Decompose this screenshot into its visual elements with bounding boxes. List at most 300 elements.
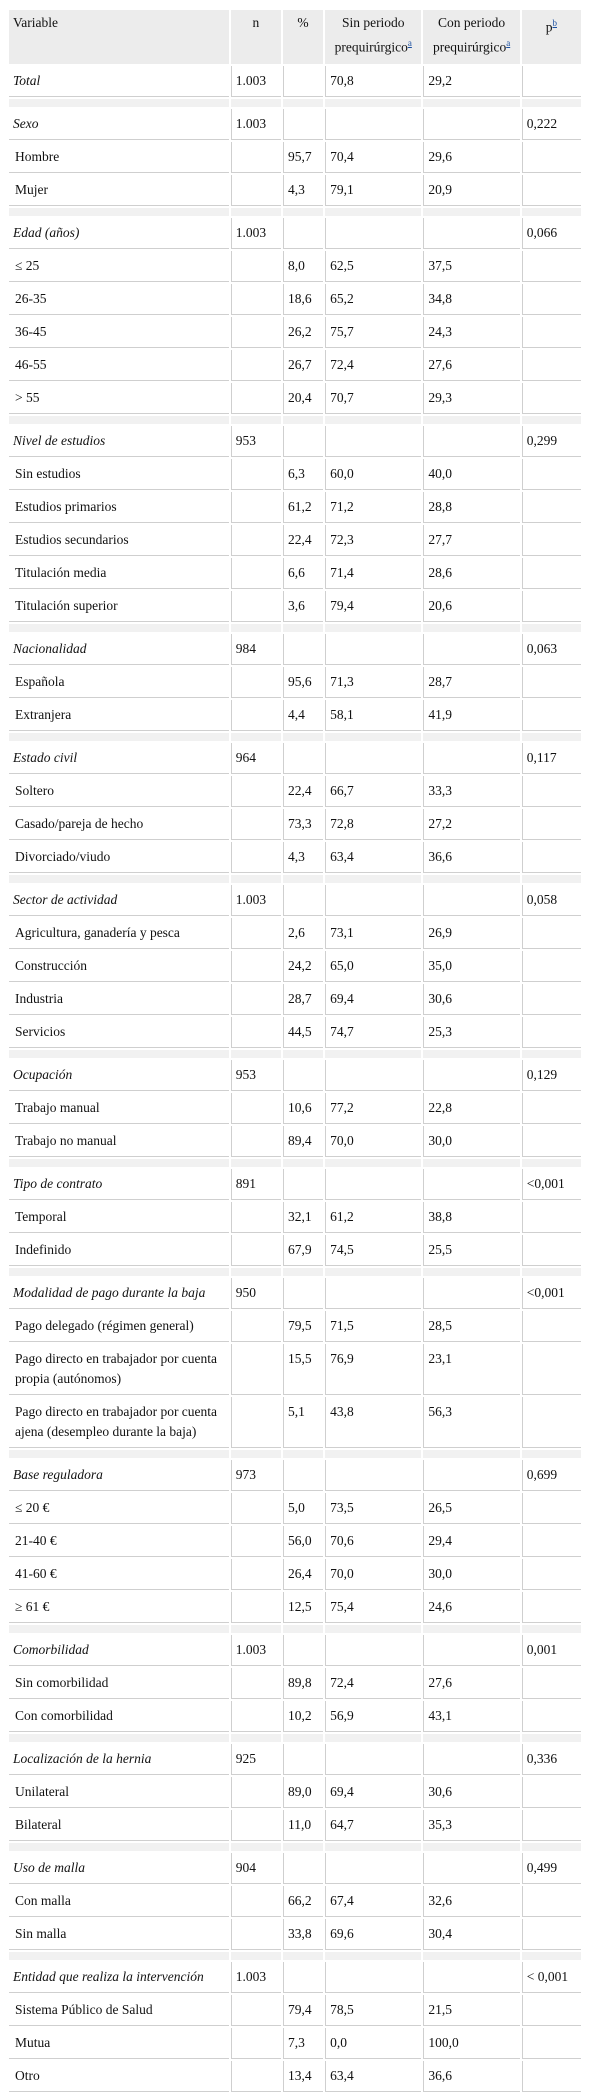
cell-variable: Agricultura, ganadería y pesca bbox=[9, 918, 229, 949]
spacer-cell bbox=[423, 1268, 519, 1276]
cell-variable: ≤ 20 € bbox=[9, 1493, 229, 1524]
cell-n bbox=[231, 383, 281, 414]
cell-n: 984 bbox=[231, 634, 281, 665]
cell-pct: 12,5 bbox=[283, 1592, 323, 1623]
cell-con-periodo: 35,3 bbox=[423, 1810, 519, 1841]
spacer-cell bbox=[522, 1050, 581, 1058]
cell-n bbox=[231, 1701, 281, 1732]
cell-variable: Construcción bbox=[9, 951, 229, 982]
cell-variable: Industria bbox=[9, 984, 229, 1015]
cell-con-periodo bbox=[423, 634, 519, 665]
cell-n bbox=[231, 1235, 281, 1266]
group-row bbox=[9, 1169, 581, 1200]
cell-n: 891 bbox=[231, 1169, 281, 1200]
table-row bbox=[9, 700, 581, 731]
cell-sin-periodo bbox=[325, 1169, 421, 1200]
cell-variable: Pago directo en trabajador por cuenta ajena (desempleo durante la baja) bbox=[9, 1397, 229, 1448]
spacer-row bbox=[9, 208, 581, 216]
cell-variable: Unilateral bbox=[9, 1777, 229, 1808]
cell-con-periodo: 100,0 bbox=[423, 2028, 519, 2059]
cell-n bbox=[231, 2028, 281, 2059]
cell-pct: 26,7 bbox=[283, 350, 323, 381]
cell-pct: 24,2 bbox=[283, 951, 323, 982]
cell-variable: Sin malla bbox=[9, 1919, 229, 1950]
spacer-cell bbox=[423, 416, 519, 424]
cell-p bbox=[522, 918, 581, 949]
cell-variable: Modalidad de pago durante la baja bbox=[9, 1278, 229, 1309]
cell-variable: Mutua bbox=[9, 2028, 229, 2059]
group-row bbox=[9, 1278, 581, 1309]
cell-pct: 79,4 bbox=[283, 1995, 323, 2026]
spacer-cell bbox=[325, 1268, 421, 1276]
cell-p bbox=[522, 1526, 581, 1557]
cell-sin-periodo: 75,4 bbox=[325, 1592, 421, 1623]
cell-con-periodo: 38,8 bbox=[423, 1202, 519, 1233]
cell-pct bbox=[283, 1962, 323, 1993]
cell-pct: 73,3 bbox=[283, 809, 323, 840]
cell-con-periodo: 29,2 bbox=[423, 66, 519, 97]
cell-variable: Titulación media bbox=[9, 558, 229, 589]
cell-p bbox=[522, 1093, 581, 1124]
cell-con-periodo: 27,6 bbox=[423, 350, 519, 381]
table-row bbox=[9, 284, 581, 315]
table-row bbox=[9, 1886, 581, 1917]
cell-variable: Trabajo manual bbox=[9, 1093, 229, 1124]
cell-n: 973 bbox=[231, 1460, 281, 1491]
cell-variable: Nivel de estudios bbox=[9, 426, 229, 457]
cell-n bbox=[231, 284, 281, 315]
cell-n bbox=[231, 2061, 281, 2092]
table-row bbox=[9, 842, 581, 873]
cell-con-periodo: 30,0 bbox=[423, 1126, 519, 1157]
cell-variable: Otro bbox=[9, 2061, 229, 2092]
total-row bbox=[9, 66, 581, 97]
table-row bbox=[9, 1701, 581, 1732]
cell-n bbox=[231, 251, 281, 282]
footnote-b-link[interactable]: b bbox=[552, 18, 557, 28]
cell-variable: Servicios bbox=[9, 1017, 229, 1048]
cell-variable: Indefinido bbox=[9, 1235, 229, 1266]
cell-pct: 56,0 bbox=[283, 1526, 323, 1557]
spacer-cell bbox=[522, 1734, 581, 1742]
cell-con-periodo: 35,0 bbox=[423, 951, 519, 982]
cell-sin-periodo: 71,3 bbox=[325, 667, 421, 698]
spacer-cell bbox=[522, 624, 581, 632]
spacer-cell bbox=[325, 1450, 421, 1458]
cell-p bbox=[522, 2061, 581, 2092]
spacer-cell bbox=[522, 1625, 581, 1633]
cell-sin-periodo bbox=[325, 1744, 421, 1775]
spacer-cell bbox=[325, 733, 421, 741]
table-row bbox=[9, 1397, 581, 1448]
cell-pct: 61,2 bbox=[283, 492, 323, 523]
cell-p bbox=[522, 317, 581, 348]
cell-n bbox=[231, 809, 281, 840]
table-row bbox=[9, 1493, 581, 1524]
cell-sin-periodo bbox=[325, 634, 421, 665]
cell-n bbox=[231, 525, 281, 556]
cell-con-periodo: 56,3 bbox=[423, 1397, 519, 1448]
group-row bbox=[9, 1460, 581, 1491]
cell-con-periodo bbox=[423, 426, 519, 457]
spacer-cell bbox=[423, 1734, 519, 1742]
group-row bbox=[9, 743, 581, 774]
cell-p: 0,222 bbox=[522, 109, 581, 140]
spacer-row bbox=[9, 1268, 581, 1276]
cell-n: 1.003 bbox=[231, 66, 281, 97]
cell-pct bbox=[283, 885, 323, 916]
spacer-cell bbox=[423, 1159, 519, 1167]
cell-n: 904 bbox=[231, 1853, 281, 1884]
cell-con-periodo: 29,3 bbox=[423, 383, 519, 414]
cell-p bbox=[522, 66, 581, 97]
spacer-cell bbox=[423, 1050, 519, 1058]
cell-pct: 89,0 bbox=[283, 1777, 323, 1808]
table-row bbox=[9, 1126, 581, 1157]
cell-variable: ≥ 61 € bbox=[9, 1592, 229, 1623]
cell-sin-periodo: 75,7 bbox=[325, 317, 421, 348]
spacer-cell bbox=[9, 1625, 229, 1633]
spacer-cell bbox=[325, 1952, 421, 1960]
spacer-cell bbox=[423, 1625, 519, 1633]
spacer-cell bbox=[283, 1159, 323, 1167]
cell-con-periodo bbox=[423, 743, 519, 774]
spacer-cell bbox=[522, 1450, 581, 1458]
cell-variable: Trabajo no manual bbox=[9, 1126, 229, 1157]
group-row bbox=[9, 1853, 581, 1884]
cell-variable: Estado civil bbox=[9, 743, 229, 774]
spacer-cell bbox=[325, 624, 421, 632]
cell-n bbox=[231, 1886, 281, 1917]
cell-pct bbox=[283, 1460, 323, 1491]
spacer-cell bbox=[9, 1159, 229, 1167]
cell-n: 1.003 bbox=[231, 885, 281, 916]
cell-pct: 22,4 bbox=[283, 525, 323, 556]
cell-con-periodo: 22,8 bbox=[423, 1093, 519, 1124]
cell-n bbox=[231, 918, 281, 949]
table-row bbox=[9, 317, 581, 348]
cell-p bbox=[522, 1235, 581, 1266]
cell-variable: Tipo de contrato bbox=[9, 1169, 229, 1200]
cell-con-periodo: 40,0 bbox=[423, 459, 519, 490]
footnote-a-link[interactable]: a bbox=[407, 38, 412, 48]
cell-n: 1.003 bbox=[231, 1635, 281, 1666]
cell-pct: 22,4 bbox=[283, 776, 323, 807]
cell-n bbox=[231, 1311, 281, 1342]
cell-con-periodo: 27,6 bbox=[423, 1668, 519, 1699]
cell-sin-periodo: 77,2 bbox=[325, 1093, 421, 1124]
spacer-cell bbox=[522, 733, 581, 741]
cell-variable: Sexo bbox=[9, 109, 229, 140]
cell-pct: 4,3 bbox=[283, 842, 323, 873]
cell-pct bbox=[283, 1744, 323, 1775]
cell-pct: 8,0 bbox=[283, 251, 323, 282]
cell-pct: 10,6 bbox=[283, 1093, 323, 1124]
cell-n bbox=[231, 667, 281, 698]
cell-n bbox=[231, 1592, 281, 1623]
spacer-cell bbox=[283, 416, 323, 424]
cell-pct: 89,4 bbox=[283, 1126, 323, 1157]
cell-p: 0,058 bbox=[522, 885, 581, 916]
cell-variable: Pago directo en trabajador por cuenta propia (autónomos) bbox=[9, 1344, 229, 1395]
group-row bbox=[9, 1635, 581, 1666]
spacer-row bbox=[9, 875, 581, 883]
spacer-cell bbox=[423, 624, 519, 632]
cell-n bbox=[231, 317, 281, 348]
cell-pct bbox=[283, 109, 323, 140]
cell-variable: Total bbox=[9, 66, 229, 97]
cell-sin-periodo: 63,4 bbox=[325, 2061, 421, 2092]
cell-pct: 6,3 bbox=[283, 459, 323, 490]
cell-con-periodo: 30,0 bbox=[423, 1559, 519, 1590]
group-row bbox=[9, 1744, 581, 1775]
spacer-cell bbox=[522, 1952, 581, 1960]
group-row bbox=[9, 1962, 581, 1993]
spacer-cell bbox=[231, 1952, 281, 1960]
group-row bbox=[9, 426, 581, 457]
cell-sin-periodo: 71,2 bbox=[325, 492, 421, 523]
cell-n bbox=[231, 350, 281, 381]
cell-variable: Mujer bbox=[9, 175, 229, 206]
cell-pct bbox=[283, 1060, 323, 1091]
header-p-label: p bbox=[545, 19, 553, 35]
table-row bbox=[9, 1668, 581, 1699]
cell-p bbox=[522, 1592, 581, 1623]
cell-con-periodo: 20,6 bbox=[423, 591, 519, 622]
spacer-cell bbox=[231, 624, 281, 632]
spacer-cell bbox=[283, 99, 323, 107]
cell-variable: 21-40 € bbox=[9, 1526, 229, 1557]
spacer-cell bbox=[9, 624, 229, 632]
cell-p bbox=[522, 809, 581, 840]
cell-variable: Ocupación bbox=[9, 1060, 229, 1091]
cell-p bbox=[522, 1311, 581, 1342]
spacer-row bbox=[9, 1952, 581, 1960]
cell-sin-periodo: 79,1 bbox=[325, 175, 421, 206]
cell-con-periodo: 28,6 bbox=[423, 558, 519, 589]
cell-con-periodo: 32,6 bbox=[423, 1886, 519, 1917]
cell-n bbox=[231, 1397, 281, 1448]
cell-p bbox=[522, 383, 581, 414]
cell-p bbox=[522, 459, 581, 490]
cell-pct: 10,2 bbox=[283, 1701, 323, 1732]
cell-sin-periodo: 58,1 bbox=[325, 700, 421, 731]
cell-variable: Estudios secundarios bbox=[9, 525, 229, 556]
cell-con-periodo: 30,6 bbox=[423, 984, 519, 1015]
header-sin-periodo bbox=[325, 10, 421, 64]
cell-variable: Sin comorbilidad bbox=[9, 1668, 229, 1699]
spacer-cell bbox=[9, 875, 229, 883]
cell-variable: Sector de actividad bbox=[9, 885, 229, 916]
cell-sin-periodo: 60,0 bbox=[325, 459, 421, 490]
spacer-row bbox=[9, 1734, 581, 1742]
spacer-cell bbox=[9, 99, 229, 107]
spacer-cell bbox=[423, 208, 519, 216]
table-row bbox=[9, 1235, 581, 1266]
spacer-cell bbox=[325, 1050, 421, 1058]
cell-pct: 18,6 bbox=[283, 284, 323, 315]
spacer-cell bbox=[522, 1843, 581, 1851]
cell-n bbox=[231, 558, 281, 589]
group-row bbox=[9, 1060, 581, 1091]
table-row bbox=[9, 1093, 581, 1124]
header-con-periodo-label: Con periodo prequirúrgico bbox=[432, 15, 507, 55]
spacer-cell bbox=[522, 416, 581, 424]
cell-variable: Temporal bbox=[9, 1202, 229, 1233]
cell-variable: Con malla bbox=[9, 1886, 229, 1917]
cell-p bbox=[522, 1886, 581, 1917]
cell-sin-periodo: 72,4 bbox=[325, 350, 421, 381]
cell-con-periodo: 30,6 bbox=[423, 1777, 519, 1808]
cell-p bbox=[522, 1810, 581, 1841]
cell-variable: Hombre bbox=[9, 142, 229, 173]
cell-pct: 5,0 bbox=[283, 1493, 323, 1524]
cell-pct: 26,2 bbox=[283, 317, 323, 348]
cell-pct: 13,4 bbox=[283, 2061, 323, 2092]
cell-pct: 7,3 bbox=[283, 2028, 323, 2059]
cell-pct: 4,4 bbox=[283, 700, 323, 731]
cell-variable: Soltero bbox=[9, 776, 229, 807]
spacer-cell bbox=[325, 875, 421, 883]
header-variable: Variable bbox=[9, 10, 229, 64]
cell-variable: 36-45 bbox=[9, 317, 229, 348]
table-row bbox=[9, 918, 581, 949]
spacer-row bbox=[9, 1625, 581, 1633]
cell-variable: Bilateral bbox=[9, 1810, 229, 1841]
table-row bbox=[9, 1017, 581, 1048]
table-row bbox=[9, 459, 581, 490]
cell-n bbox=[231, 1995, 281, 2026]
cell-n bbox=[231, 1493, 281, 1524]
cell-variable: Titulación superior bbox=[9, 591, 229, 622]
cell-pct: 66,2 bbox=[283, 1886, 323, 1917]
table-row bbox=[9, 2061, 581, 2092]
spacer-cell bbox=[325, 1734, 421, 1742]
cell-n bbox=[231, 984, 281, 1015]
table-row bbox=[9, 1777, 581, 1808]
cell-p bbox=[522, 558, 581, 589]
table-body bbox=[9, 66, 581, 2092]
cell-n bbox=[231, 1202, 281, 1233]
cell-n bbox=[231, 1559, 281, 1590]
cell-variable: Divorciado/viudo bbox=[9, 842, 229, 873]
cell-sin-periodo: 69,4 bbox=[325, 984, 421, 1015]
cell-n bbox=[231, 1017, 281, 1048]
cell-p bbox=[522, 591, 581, 622]
spacer-row bbox=[9, 733, 581, 741]
cell-pct: 95,7 bbox=[283, 142, 323, 173]
cell-n: 1.003 bbox=[231, 109, 281, 140]
cell-con-periodo: 20,9 bbox=[423, 175, 519, 206]
cell-con-periodo bbox=[423, 218, 519, 249]
cell-con-periodo: 29,4 bbox=[423, 1526, 519, 1557]
cell-pct bbox=[283, 1278, 323, 1309]
table-row bbox=[9, 350, 581, 381]
cell-sin-periodo: 79,4 bbox=[325, 591, 421, 622]
cell-sin-periodo: 73,5 bbox=[325, 1493, 421, 1524]
table-row bbox=[9, 251, 581, 282]
cell-con-periodo: 33,3 bbox=[423, 776, 519, 807]
spacer-cell bbox=[522, 1159, 581, 1167]
cell-con-periodo bbox=[423, 1169, 519, 1200]
cell-sin-periodo: 65,0 bbox=[325, 951, 421, 982]
cell-variable: Nacionalidad bbox=[9, 634, 229, 665]
cell-pct: 15,5 bbox=[283, 1344, 323, 1395]
cell-p: 0,066 bbox=[522, 218, 581, 249]
cell-sin-periodo: 76,9 bbox=[325, 1344, 421, 1395]
table-row bbox=[9, 776, 581, 807]
cell-pct bbox=[283, 218, 323, 249]
cell-variable: 26-35 bbox=[9, 284, 229, 315]
cell-p bbox=[522, 667, 581, 698]
cell-con-periodo: 21,5 bbox=[423, 1995, 519, 2026]
cell-sin-periodo: 65,2 bbox=[325, 284, 421, 315]
cell-sin-periodo bbox=[325, 885, 421, 916]
spacer-cell bbox=[325, 99, 421, 107]
cell-p bbox=[522, 284, 581, 315]
spacer-cell bbox=[9, 1268, 229, 1276]
cell-p: 0,499 bbox=[522, 1853, 581, 1884]
spacer-row bbox=[9, 1450, 581, 1458]
cell-variable: Extranjera bbox=[9, 700, 229, 731]
cell-n bbox=[231, 142, 281, 173]
header-pct: % bbox=[283, 10, 323, 64]
cell-n bbox=[231, 1810, 281, 1841]
cell-p bbox=[522, 1919, 581, 1950]
cell-n bbox=[231, 951, 281, 982]
cell-n bbox=[231, 492, 281, 523]
cell-p bbox=[522, 2028, 581, 2059]
spacer-cell bbox=[325, 1159, 421, 1167]
cell-p: 0,336 bbox=[522, 1744, 581, 1775]
cell-n: 925 bbox=[231, 1744, 281, 1775]
cell-pct: 33,8 bbox=[283, 1919, 323, 1950]
spacer-cell bbox=[9, 208, 229, 216]
footnote-a-link[interactable]: a bbox=[506, 38, 511, 48]
cell-sin-periodo: 61,2 bbox=[325, 1202, 421, 1233]
table-header bbox=[9, 10, 581, 64]
cell-sin-periodo: 69,6 bbox=[325, 1919, 421, 1950]
table-row bbox=[9, 591, 581, 622]
cell-p: 0,063 bbox=[522, 634, 581, 665]
cell-sin-periodo: 64,7 bbox=[325, 1810, 421, 1841]
cell-variable: Sistema Público de Salud bbox=[9, 1995, 229, 2026]
group-row bbox=[9, 634, 581, 665]
spacer-cell bbox=[423, 733, 519, 741]
header-n: n bbox=[231, 10, 281, 64]
cell-variable: Pago delegado (régimen general) bbox=[9, 1311, 229, 1342]
table-row bbox=[9, 1526, 581, 1557]
cell-n: 964 bbox=[231, 743, 281, 774]
cell-con-periodo: 43,1 bbox=[423, 1701, 519, 1732]
cell-sin-periodo: 71,5 bbox=[325, 1311, 421, 1342]
spacer-cell bbox=[423, 875, 519, 883]
cell-pct: 79,5 bbox=[283, 1311, 323, 1342]
cell-con-periodo bbox=[423, 1744, 519, 1775]
cell-sin-periodo bbox=[325, 109, 421, 140]
cell-pct: 11,0 bbox=[283, 1810, 323, 1841]
cell-variable: Entidad que realiza la intervención bbox=[9, 1962, 229, 1993]
cell-pct bbox=[283, 66, 323, 97]
cell-n bbox=[231, 1126, 281, 1157]
table-row bbox=[9, 1810, 581, 1841]
cell-p bbox=[522, 1397, 581, 1448]
cell-pct: 44,5 bbox=[283, 1017, 323, 1048]
cell-sin-periodo: 66,7 bbox=[325, 776, 421, 807]
cell-p bbox=[522, 175, 581, 206]
spacer-cell bbox=[9, 416, 229, 424]
cell-p: < 0,001 bbox=[522, 1962, 581, 1993]
